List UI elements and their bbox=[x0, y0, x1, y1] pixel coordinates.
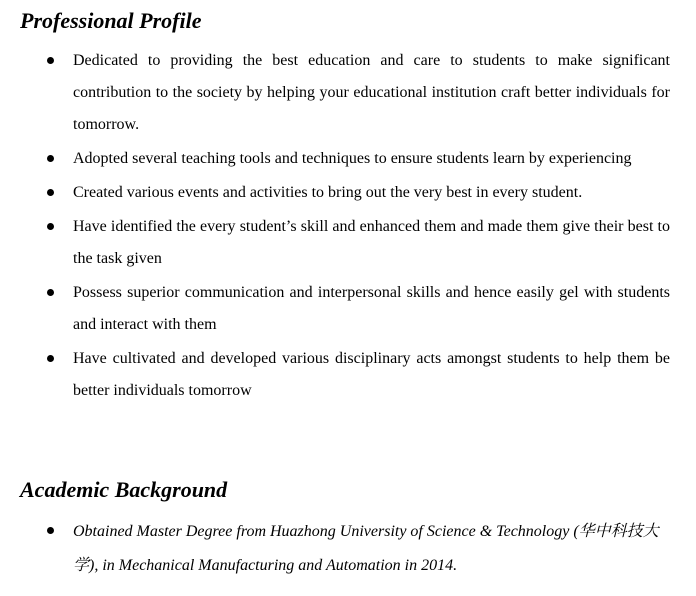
list-item-text: Adopted several teaching tools and techniques to ensure students learn by experiencing bbox=[73, 150, 632, 167]
list-item bbox=[0, 343, 670, 407]
list-item-text: Have identified the every student’s skill and enhanced them and made them give their best to the task given bbox=[73, 218, 670, 267]
bullet-icon bbox=[47, 57, 54, 64]
bullet-icon bbox=[47, 289, 54, 296]
list-item bbox=[0, 143, 670, 175]
list-item bbox=[0, 177, 670, 209]
list-item-text: Created various events and activities to bring out the very best in every student. bbox=[73, 184, 583, 201]
professional-profile-list bbox=[0, 45, 696, 409]
list-item bbox=[0, 277, 670, 341]
list-item-text: Possess superior communication and interpersonal skills and hence easily gel with students and interact with them bbox=[73, 284, 670, 333]
bullet-icon bbox=[47, 189, 54, 196]
list-item-text: Obtained Master Degree from Huazhong University of Science & Technology (华中科技大学), in Mechanical Manufacturing and Automation in 2014. bbox=[73, 523, 659, 574]
bullet-icon bbox=[47, 155, 54, 162]
list-item-text: Have cultivated and developed various disciplinary acts amongst students to help them be better individuals tomorrow bbox=[73, 350, 670, 399]
list-item bbox=[0, 211, 670, 275]
bullet-icon bbox=[47, 527, 54, 534]
list-item bbox=[0, 515, 670, 583]
professional-profile-heading: Professional Profile bbox=[20, 8, 202, 33]
bullet-icon bbox=[47, 223, 54, 230]
bullet-icon bbox=[47, 355, 54, 362]
academic-background-list bbox=[0, 515, 696, 583]
list-item bbox=[0, 45, 670, 141]
academic-background-heading: Academic Background bbox=[20, 477, 228, 502]
list-item-text: Dedicated to providing the best education and care to students to make significant contribution to the society by helping your educational institution craft better individuals for tomorrow. bbox=[73, 52, 670, 133]
